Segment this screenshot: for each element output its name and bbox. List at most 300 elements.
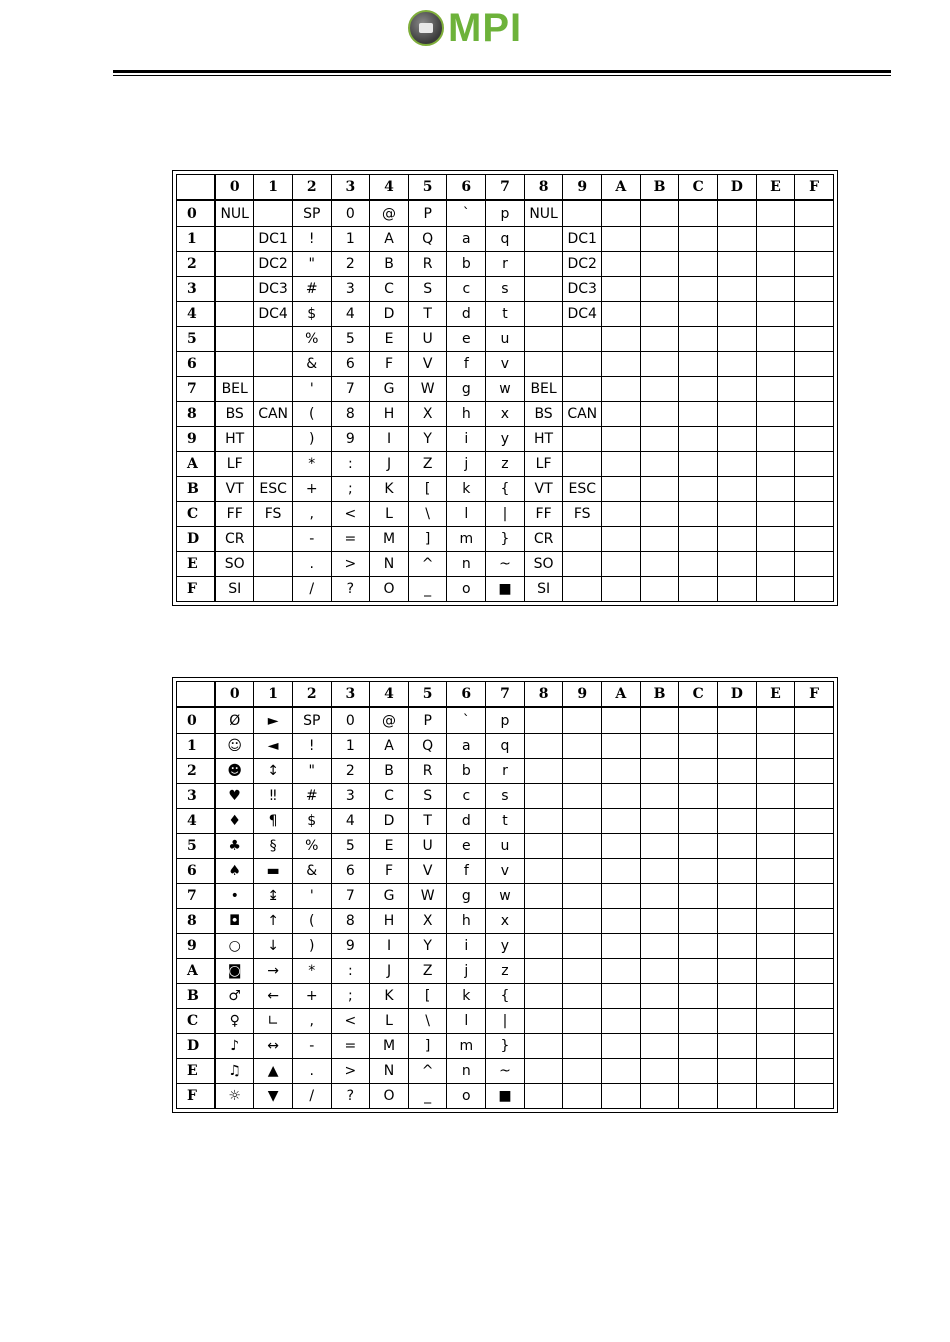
column-header: 7 bbox=[486, 682, 525, 708]
table-row bbox=[177, 733, 834, 758]
char-cell: N bbox=[370, 1058, 409, 1083]
char-cell: y bbox=[486, 426, 525, 451]
char-cell: 4 bbox=[331, 808, 370, 833]
char-cell bbox=[717, 883, 756, 908]
column-header: E bbox=[756, 682, 795, 708]
char-cell: W bbox=[408, 883, 447, 908]
row-header: 4 bbox=[177, 301, 216, 326]
char-cell bbox=[679, 858, 718, 883]
char-cell: DC3 bbox=[254, 276, 293, 301]
char-cell: Ø bbox=[215, 707, 254, 733]
column-header: B bbox=[640, 682, 679, 708]
char-cell bbox=[679, 933, 718, 958]
table-row bbox=[177, 858, 834, 883]
char-cell bbox=[795, 551, 834, 576]
char-cell bbox=[756, 276, 795, 301]
char-cell bbox=[640, 301, 679, 326]
char-cell: d bbox=[447, 808, 486, 833]
row-header: 1 bbox=[177, 226, 216, 251]
char-cell: o bbox=[447, 576, 486, 601]
char-cell: C bbox=[370, 276, 409, 301]
char-cell: A bbox=[370, 733, 409, 758]
char-cell bbox=[756, 958, 795, 983]
char-cell: - bbox=[292, 1033, 331, 1058]
char-cell: . bbox=[292, 1058, 331, 1083]
char-cell: NUL bbox=[215, 200, 254, 226]
char-cell bbox=[563, 351, 602, 376]
char-cell: C bbox=[370, 783, 409, 808]
char-cell: % bbox=[292, 326, 331, 351]
char-cell: v bbox=[486, 351, 525, 376]
char-cell bbox=[717, 376, 756, 401]
char-cell: R bbox=[408, 758, 447, 783]
char-cell: / bbox=[292, 1083, 331, 1108]
char-cell bbox=[254, 526, 293, 551]
char-cell bbox=[602, 426, 641, 451]
char-cell: 7 bbox=[331, 376, 370, 401]
char-cell bbox=[640, 983, 679, 1008]
char-cell bbox=[640, 858, 679, 883]
table-row bbox=[177, 707, 834, 733]
char-cell: f bbox=[447, 351, 486, 376]
column-header: 4 bbox=[370, 682, 409, 708]
char-cell: ↕ bbox=[254, 758, 293, 783]
table-row bbox=[177, 808, 834, 833]
char-cell: : bbox=[331, 451, 370, 476]
char-cell: D bbox=[370, 301, 409, 326]
char-cell: CAN bbox=[254, 401, 293, 426]
char-cell bbox=[563, 758, 602, 783]
char-cell: 5 bbox=[331, 833, 370, 858]
char-cell bbox=[563, 908, 602, 933]
char-cell bbox=[717, 551, 756, 576]
char-cell: BS bbox=[524, 401, 563, 426]
char-cell: 0 bbox=[331, 707, 370, 733]
column-header: 7 bbox=[486, 175, 525, 201]
char-cell: v bbox=[486, 858, 525, 883]
char-cell bbox=[524, 958, 563, 983]
column-header: 9 bbox=[563, 682, 602, 708]
char-cell bbox=[640, 401, 679, 426]
char-cell: } bbox=[486, 1033, 525, 1058]
char-cell: ` bbox=[447, 707, 486, 733]
char-cell bbox=[679, 376, 718, 401]
char-cell bbox=[756, 476, 795, 501]
table-row bbox=[177, 576, 834, 601]
char-cell: z bbox=[486, 958, 525, 983]
char-cell bbox=[563, 326, 602, 351]
char-cell: DC2 bbox=[254, 251, 293, 276]
row-header: C bbox=[177, 501, 216, 526]
char-cell bbox=[602, 526, 641, 551]
char-cell: DC4 bbox=[254, 301, 293, 326]
char-cell bbox=[795, 526, 834, 551]
char-cell bbox=[679, 476, 718, 501]
char-cell: @ bbox=[370, 707, 409, 733]
char-cell bbox=[563, 933, 602, 958]
char-cell: + bbox=[292, 476, 331, 501]
char-cell: K bbox=[370, 476, 409, 501]
char-cell bbox=[524, 1008, 563, 1033]
char-cell bbox=[602, 833, 641, 858]
char-cell bbox=[640, 1058, 679, 1083]
char-cell: } bbox=[486, 526, 525, 551]
table-row bbox=[177, 301, 834, 326]
char-cell: S bbox=[408, 276, 447, 301]
char-cell: CR bbox=[524, 526, 563, 551]
char-cell bbox=[717, 958, 756, 983]
char-cell bbox=[756, 983, 795, 1008]
char-cell bbox=[563, 783, 602, 808]
char-cell: FF bbox=[215, 501, 254, 526]
char-cell: s bbox=[486, 276, 525, 301]
char-cell: h bbox=[447, 401, 486, 426]
char-cell: f bbox=[447, 858, 486, 883]
char-cell: VT bbox=[215, 476, 254, 501]
char-cell bbox=[679, 1083, 718, 1108]
char-cell: CR bbox=[215, 526, 254, 551]
row-header: 3 bbox=[177, 276, 216, 301]
char-cell: ↓ bbox=[254, 933, 293, 958]
char-cell bbox=[640, 376, 679, 401]
char-cell: ? bbox=[331, 1083, 370, 1108]
char-cell bbox=[602, 733, 641, 758]
char-cell: c bbox=[447, 276, 486, 301]
char-cell bbox=[640, 908, 679, 933]
char-cell bbox=[563, 858, 602, 883]
char-cell: * bbox=[292, 958, 331, 983]
char-cell: DC3 bbox=[563, 276, 602, 301]
char-cell bbox=[679, 783, 718, 808]
column-header: 8 bbox=[524, 175, 563, 201]
char-cell: B bbox=[370, 758, 409, 783]
char-cell: M bbox=[370, 526, 409, 551]
character-table-1 bbox=[176, 174, 834, 602]
char-cell bbox=[717, 733, 756, 758]
char-cell: Q bbox=[408, 733, 447, 758]
char-cell bbox=[524, 276, 563, 301]
char-cell bbox=[756, 526, 795, 551]
char-cell bbox=[602, 1008, 641, 1033]
char-cell: ; bbox=[331, 983, 370, 1008]
char-cell bbox=[717, 833, 756, 858]
column-header: D bbox=[717, 175, 756, 201]
char-cell: " bbox=[292, 758, 331, 783]
char-cell bbox=[524, 1058, 563, 1083]
char-cell bbox=[679, 758, 718, 783]
row-header: 0 bbox=[177, 707, 216, 733]
char-cell bbox=[563, 1083, 602, 1108]
char-cell bbox=[524, 1033, 563, 1058]
row-header: F bbox=[177, 1083, 216, 1108]
char-cell bbox=[602, 200, 641, 226]
char-cell: SP bbox=[292, 707, 331, 733]
char-cell: $ bbox=[292, 301, 331, 326]
char-cell bbox=[717, 401, 756, 426]
char-cell: ↑ bbox=[254, 908, 293, 933]
char-cell: V bbox=[408, 351, 447, 376]
char-cell: ○ bbox=[215, 933, 254, 958]
char-cell bbox=[756, 326, 795, 351]
table-row bbox=[177, 983, 834, 1008]
char-cell bbox=[717, 501, 756, 526]
char-cell bbox=[640, 226, 679, 251]
char-cell bbox=[679, 226, 718, 251]
char-cell: • bbox=[215, 883, 254, 908]
char-cell bbox=[717, 983, 756, 1008]
char-cell: 6 bbox=[331, 351, 370, 376]
char-cell: U bbox=[408, 833, 447, 858]
row-header: 1 bbox=[177, 733, 216, 758]
char-cell bbox=[679, 983, 718, 1008]
column-header: 2 bbox=[292, 682, 331, 708]
char-cell bbox=[795, 226, 834, 251]
char-cell: L bbox=[370, 501, 409, 526]
char-cell bbox=[602, 908, 641, 933]
char-cell bbox=[756, 808, 795, 833]
char-cell bbox=[717, 426, 756, 451]
char-cell: O bbox=[370, 576, 409, 601]
char-cell bbox=[756, 576, 795, 601]
column-header-row bbox=[177, 175, 834, 201]
char-cell bbox=[795, 883, 834, 908]
table-row bbox=[177, 933, 834, 958]
char-cell bbox=[602, 401, 641, 426]
char-cell bbox=[524, 783, 563, 808]
char-cell bbox=[717, 858, 756, 883]
char-cell bbox=[717, 707, 756, 733]
char-cell bbox=[524, 351, 563, 376]
char-cell: & bbox=[292, 351, 331, 376]
char-cell: ☺ bbox=[215, 733, 254, 758]
char-cell: h bbox=[447, 908, 486, 933]
char-cell bbox=[640, 276, 679, 301]
char-cell bbox=[602, 501, 641, 526]
char-cell: ◄ bbox=[254, 733, 293, 758]
char-cell bbox=[679, 1008, 718, 1033]
char-cell: t bbox=[486, 301, 525, 326]
char-cell: ◙ bbox=[215, 958, 254, 983]
char-cell bbox=[602, 933, 641, 958]
char-cell: u bbox=[486, 326, 525, 351]
char-cell bbox=[795, 1008, 834, 1033]
char-cell bbox=[640, 707, 679, 733]
char-cell bbox=[524, 226, 563, 251]
char-cell: w bbox=[486, 376, 525, 401]
char-cell: 7 bbox=[331, 883, 370, 908]
char-cell bbox=[717, 758, 756, 783]
char-cell bbox=[679, 526, 718, 551]
char-cell: y bbox=[486, 933, 525, 958]
char-cell bbox=[756, 426, 795, 451]
char-cell: @ bbox=[370, 200, 409, 226]
char-cell: ~ bbox=[486, 1058, 525, 1083]
char-cell: ; bbox=[331, 476, 370, 501]
char-cell: p bbox=[486, 707, 525, 733]
char-cell: 3 bbox=[331, 783, 370, 808]
table-row bbox=[177, 1083, 834, 1108]
char-cell: Y bbox=[408, 933, 447, 958]
char-cell: # bbox=[292, 276, 331, 301]
char-cell bbox=[795, 326, 834, 351]
char-cell bbox=[563, 883, 602, 908]
table-row bbox=[177, 958, 834, 983]
char-cell: \ bbox=[408, 501, 447, 526]
char-cell bbox=[215, 251, 254, 276]
char-cell: V bbox=[408, 858, 447, 883]
char-cell bbox=[795, 200, 834, 226]
char-cell bbox=[563, 983, 602, 1008]
char-cell bbox=[602, 226, 641, 251]
char-cell: % bbox=[292, 833, 331, 858]
char-cell bbox=[640, 883, 679, 908]
char-cell: K bbox=[370, 983, 409, 1008]
char-cell: T bbox=[408, 808, 447, 833]
char-cell bbox=[756, 833, 795, 858]
column-header: 0 bbox=[215, 175, 254, 201]
char-cell bbox=[756, 707, 795, 733]
char-cell bbox=[563, 200, 602, 226]
char-cell: SP bbox=[292, 200, 331, 226]
char-cell: n bbox=[447, 551, 486, 576]
char-cell: W bbox=[408, 376, 447, 401]
row-header: D bbox=[177, 1033, 216, 1058]
char-cell bbox=[756, 1008, 795, 1033]
char-cell: F bbox=[370, 351, 409, 376]
char-cell: SI bbox=[215, 576, 254, 601]
char-cell bbox=[795, 707, 834, 733]
column-header: 1 bbox=[254, 682, 293, 708]
row-header: 9 bbox=[177, 933, 216, 958]
char-cell bbox=[254, 451, 293, 476]
char-cell bbox=[215, 351, 254, 376]
char-cell: { bbox=[486, 983, 525, 1008]
char-cell: ◘ bbox=[215, 908, 254, 933]
char-cell bbox=[795, 476, 834, 501]
char-cell: ∟ bbox=[254, 1008, 293, 1033]
char-cell: 9 bbox=[331, 933, 370, 958]
table-row bbox=[177, 476, 834, 501]
char-cell bbox=[717, 526, 756, 551]
char-cell: 4 bbox=[331, 301, 370, 326]
char-cell bbox=[756, 501, 795, 526]
column-header: A bbox=[602, 682, 641, 708]
char-cell bbox=[563, 376, 602, 401]
char-cell bbox=[679, 908, 718, 933]
char-cell bbox=[640, 933, 679, 958]
char-cell: ^ bbox=[408, 551, 447, 576]
char-cell: E bbox=[370, 833, 409, 858]
char-cell: ■ bbox=[486, 1083, 525, 1108]
row-header: 6 bbox=[177, 351, 216, 376]
char-cell: CAN bbox=[563, 401, 602, 426]
column-header: D bbox=[717, 682, 756, 708]
char-cell: DC1 bbox=[254, 226, 293, 251]
table-row bbox=[177, 326, 834, 351]
row-header: 4 bbox=[177, 808, 216, 833]
row-header: 8 bbox=[177, 401, 216, 426]
char-cell bbox=[254, 551, 293, 576]
char-cell bbox=[717, 1058, 756, 1083]
column-header: 3 bbox=[331, 175, 370, 201]
char-cell: Q bbox=[408, 226, 447, 251]
char-cell bbox=[756, 200, 795, 226]
char-cell: j bbox=[447, 451, 486, 476]
table-row bbox=[177, 1058, 834, 1083]
corner-cell bbox=[177, 175, 216, 201]
table-row bbox=[177, 426, 834, 451]
char-cell: X bbox=[408, 401, 447, 426]
char-cell: , bbox=[292, 501, 331, 526]
char-cell bbox=[602, 808, 641, 833]
char-cell bbox=[524, 301, 563, 326]
column-header: 8 bbox=[524, 682, 563, 708]
char-cell: > bbox=[331, 551, 370, 576]
char-cell bbox=[563, 707, 602, 733]
char-cell: l bbox=[447, 1008, 486, 1033]
column-header: 4 bbox=[370, 175, 409, 201]
char-cell: ♠ bbox=[215, 858, 254, 883]
char-cell: ☻ bbox=[215, 758, 254, 783]
table-row bbox=[177, 376, 834, 401]
char-cell bbox=[640, 251, 679, 276]
char-cell: $ bbox=[292, 808, 331, 833]
table-row bbox=[177, 351, 834, 376]
char-cell: _ bbox=[408, 1083, 447, 1108]
char-cell bbox=[254, 426, 293, 451]
char-cell bbox=[679, 551, 718, 576]
char-cell: . bbox=[292, 551, 331, 576]
table-row bbox=[177, 1008, 834, 1033]
char-cell: ] bbox=[408, 526, 447, 551]
char-cell: A bbox=[370, 226, 409, 251]
char-cell: = bbox=[331, 1033, 370, 1058]
char-cell bbox=[795, 426, 834, 451]
char-cell: x bbox=[486, 401, 525, 426]
row-header: F bbox=[177, 576, 216, 601]
char-cell: VT bbox=[524, 476, 563, 501]
char-cell bbox=[795, 733, 834, 758]
column-header: 3 bbox=[331, 682, 370, 708]
char-cell bbox=[679, 251, 718, 276]
char-cell bbox=[524, 833, 563, 858]
char-cell: ` bbox=[447, 200, 486, 226]
char-cell: 2 bbox=[331, 758, 370, 783]
char-cell bbox=[756, 908, 795, 933]
char-cell: e bbox=[447, 326, 486, 351]
char-cell bbox=[602, 958, 641, 983]
column-header: C bbox=[679, 682, 718, 708]
char-cell bbox=[756, 883, 795, 908]
char-cell bbox=[602, 301, 641, 326]
char-cell bbox=[640, 758, 679, 783]
char-cell bbox=[602, 351, 641, 376]
column-header: 5 bbox=[408, 682, 447, 708]
char-cell bbox=[679, 200, 718, 226]
column-header: 0 bbox=[215, 682, 254, 708]
char-cell bbox=[717, 276, 756, 301]
char-cell: ► bbox=[254, 707, 293, 733]
char-cell: DC1 bbox=[563, 226, 602, 251]
char-cell: E bbox=[370, 326, 409, 351]
char-cell: ♦ bbox=[215, 808, 254, 833]
char-cell bbox=[254, 576, 293, 601]
char-cell bbox=[602, 551, 641, 576]
char-cell bbox=[756, 226, 795, 251]
char-cell: 1 bbox=[331, 733, 370, 758]
char-cell bbox=[640, 576, 679, 601]
row-header: 7 bbox=[177, 883, 216, 908]
